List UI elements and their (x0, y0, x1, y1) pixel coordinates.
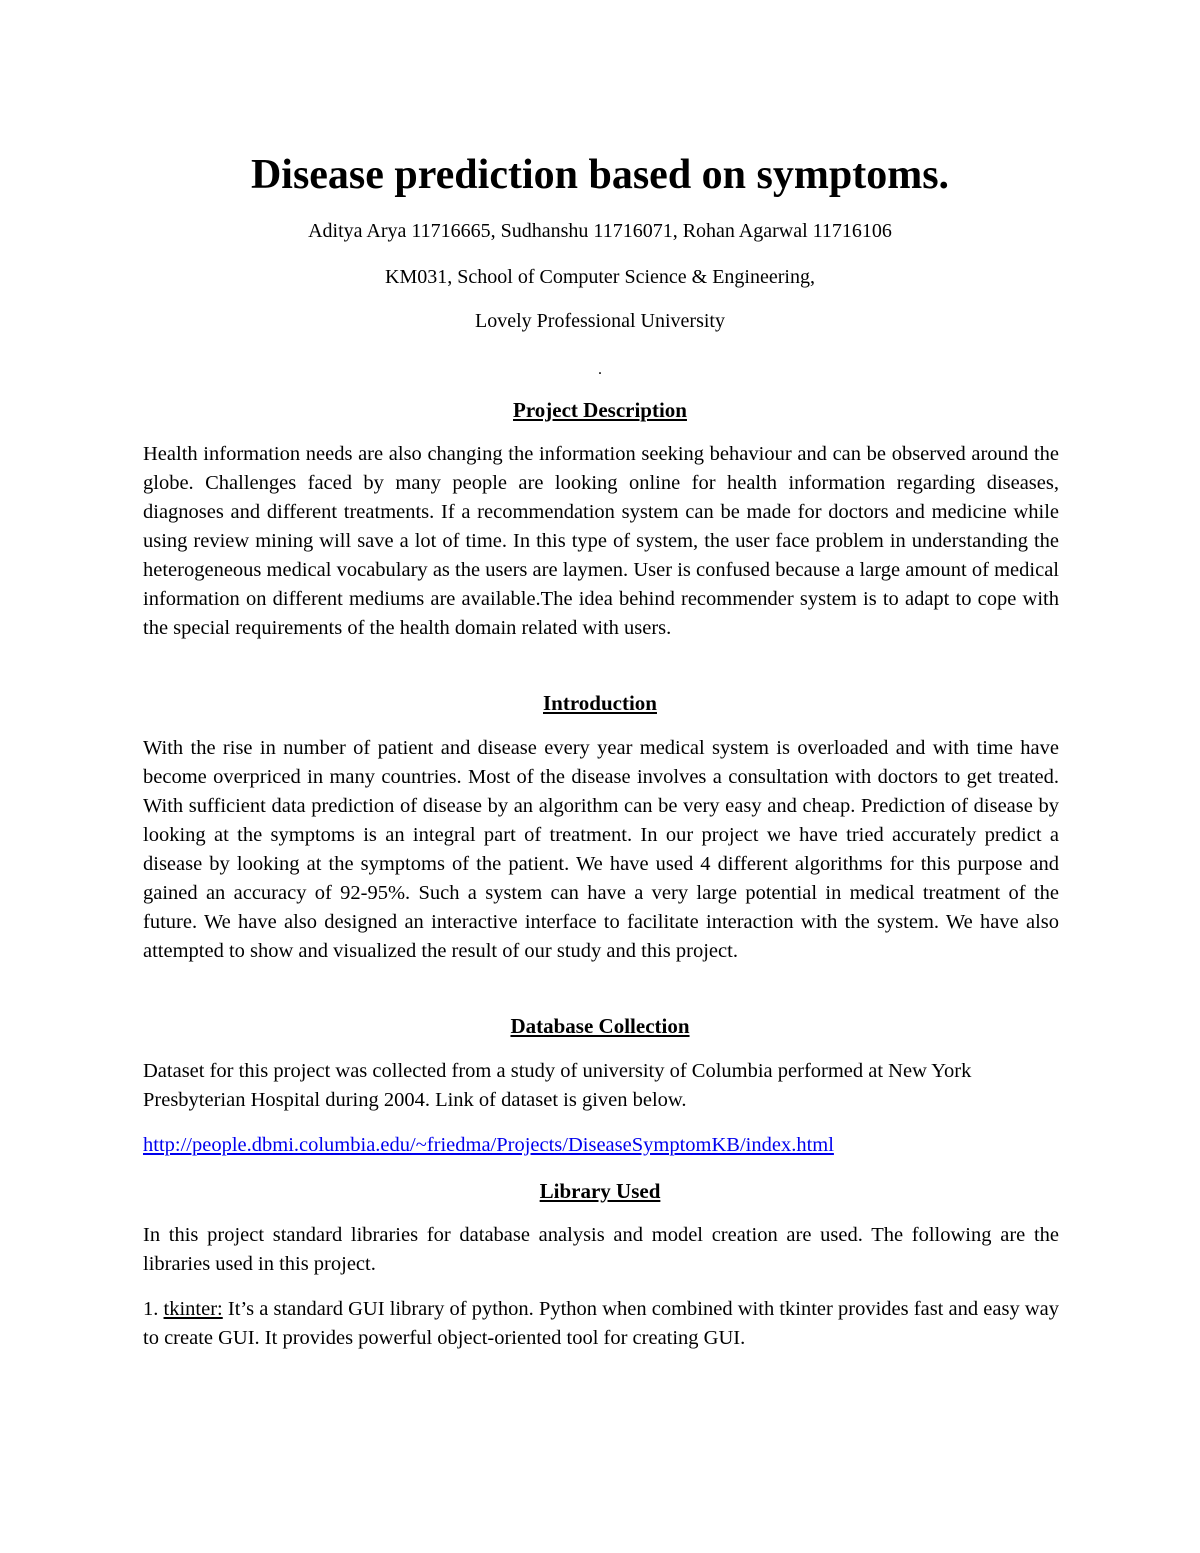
authors-line: Aditya Arya 11716665, Sudhanshu 11716071, Rohan Agarwal 11716106 (308, 220, 892, 242)
university-line: Lovely Professional University (475, 310, 725, 332)
heading-project-description: Project Description (513, 398, 687, 422)
library-used-body: In this project standard libraries for database analysis and model creation are used. The following are the libraries used in this project. (143, 1224, 1059, 1275)
document-title: Disease prediction based on symptoms. (250, 152, 950, 198)
heading-introduction: Introduction (543, 691, 657, 715)
heading-library-used: Library Used (539, 1179, 661, 1203)
project-description-body: Health information needs are also changing the information seeking behaviour and can be observed around the globe. Challenges faced by many people are looking online for health information regarding diseases, diagnoses and different treatments. If a recommendation system can be made for doctors and medicine while using review mining will save a lot of time. In this type of system, the user face problem in understanding the heterogeneous medical vocabulary as the users are laymen. User is confused because a large amount of medical information on different mediums are available.The idea behind recommender system is to adapt to cope with the special requirements of the health domain related with users. (143, 443, 1059, 639)
affiliation-line: KM031, School of Computer Science & Engineering, (385, 266, 815, 288)
library-item-number: 1. (143, 1298, 159, 1320)
database-collection-body: Dataset for this project was collected from a study of university of Columbia performed at New York Presbyterian Hospital during 2004. Link of dataset is given below. (143, 1060, 972, 1111)
heading-database-collection: Database Collection (510, 1014, 690, 1038)
library-item (143, 1295, 1059, 1353)
introduction-body: With the rise in number of patient and disease every year medical system is overloaded and with time have become overpriced in many countries. Most of the disease involves a consultation with doctors to get treated. With sufficient data prediction of disease by an algorithm can be very easy and cheap. Prediction of disease by looking at the symptoms is an integral part of treatment. In our project we have tried accurately predict a disease by looking at the symptoms of the patient. We have used 4 different algorithms for this purpose and gained an accuracy of 92-95%. Such a system can have a very large potential in medical treatment of the future. We have also designed an interactive interface to facilitate interaction with the system. We have also attempted to show and visualized the result of our study and this project. (143, 737, 1059, 962)
separator-dot: . (598, 361, 602, 378)
library-item-description: It’s a standard GUI library of python. Python when combined with tkinter provides fast and easy way to create GUI. It provides powerful object-oriented tool for creating GUI. (143, 1298, 1060, 1349)
library-item-name: tkinter: (163, 1298, 223, 1320)
dataset-link[interactable]: http://people.dbmi.columbia.edu/~friedma/Projects/DiseaseSymptomKB/index.html (143, 1134, 834, 1156)
